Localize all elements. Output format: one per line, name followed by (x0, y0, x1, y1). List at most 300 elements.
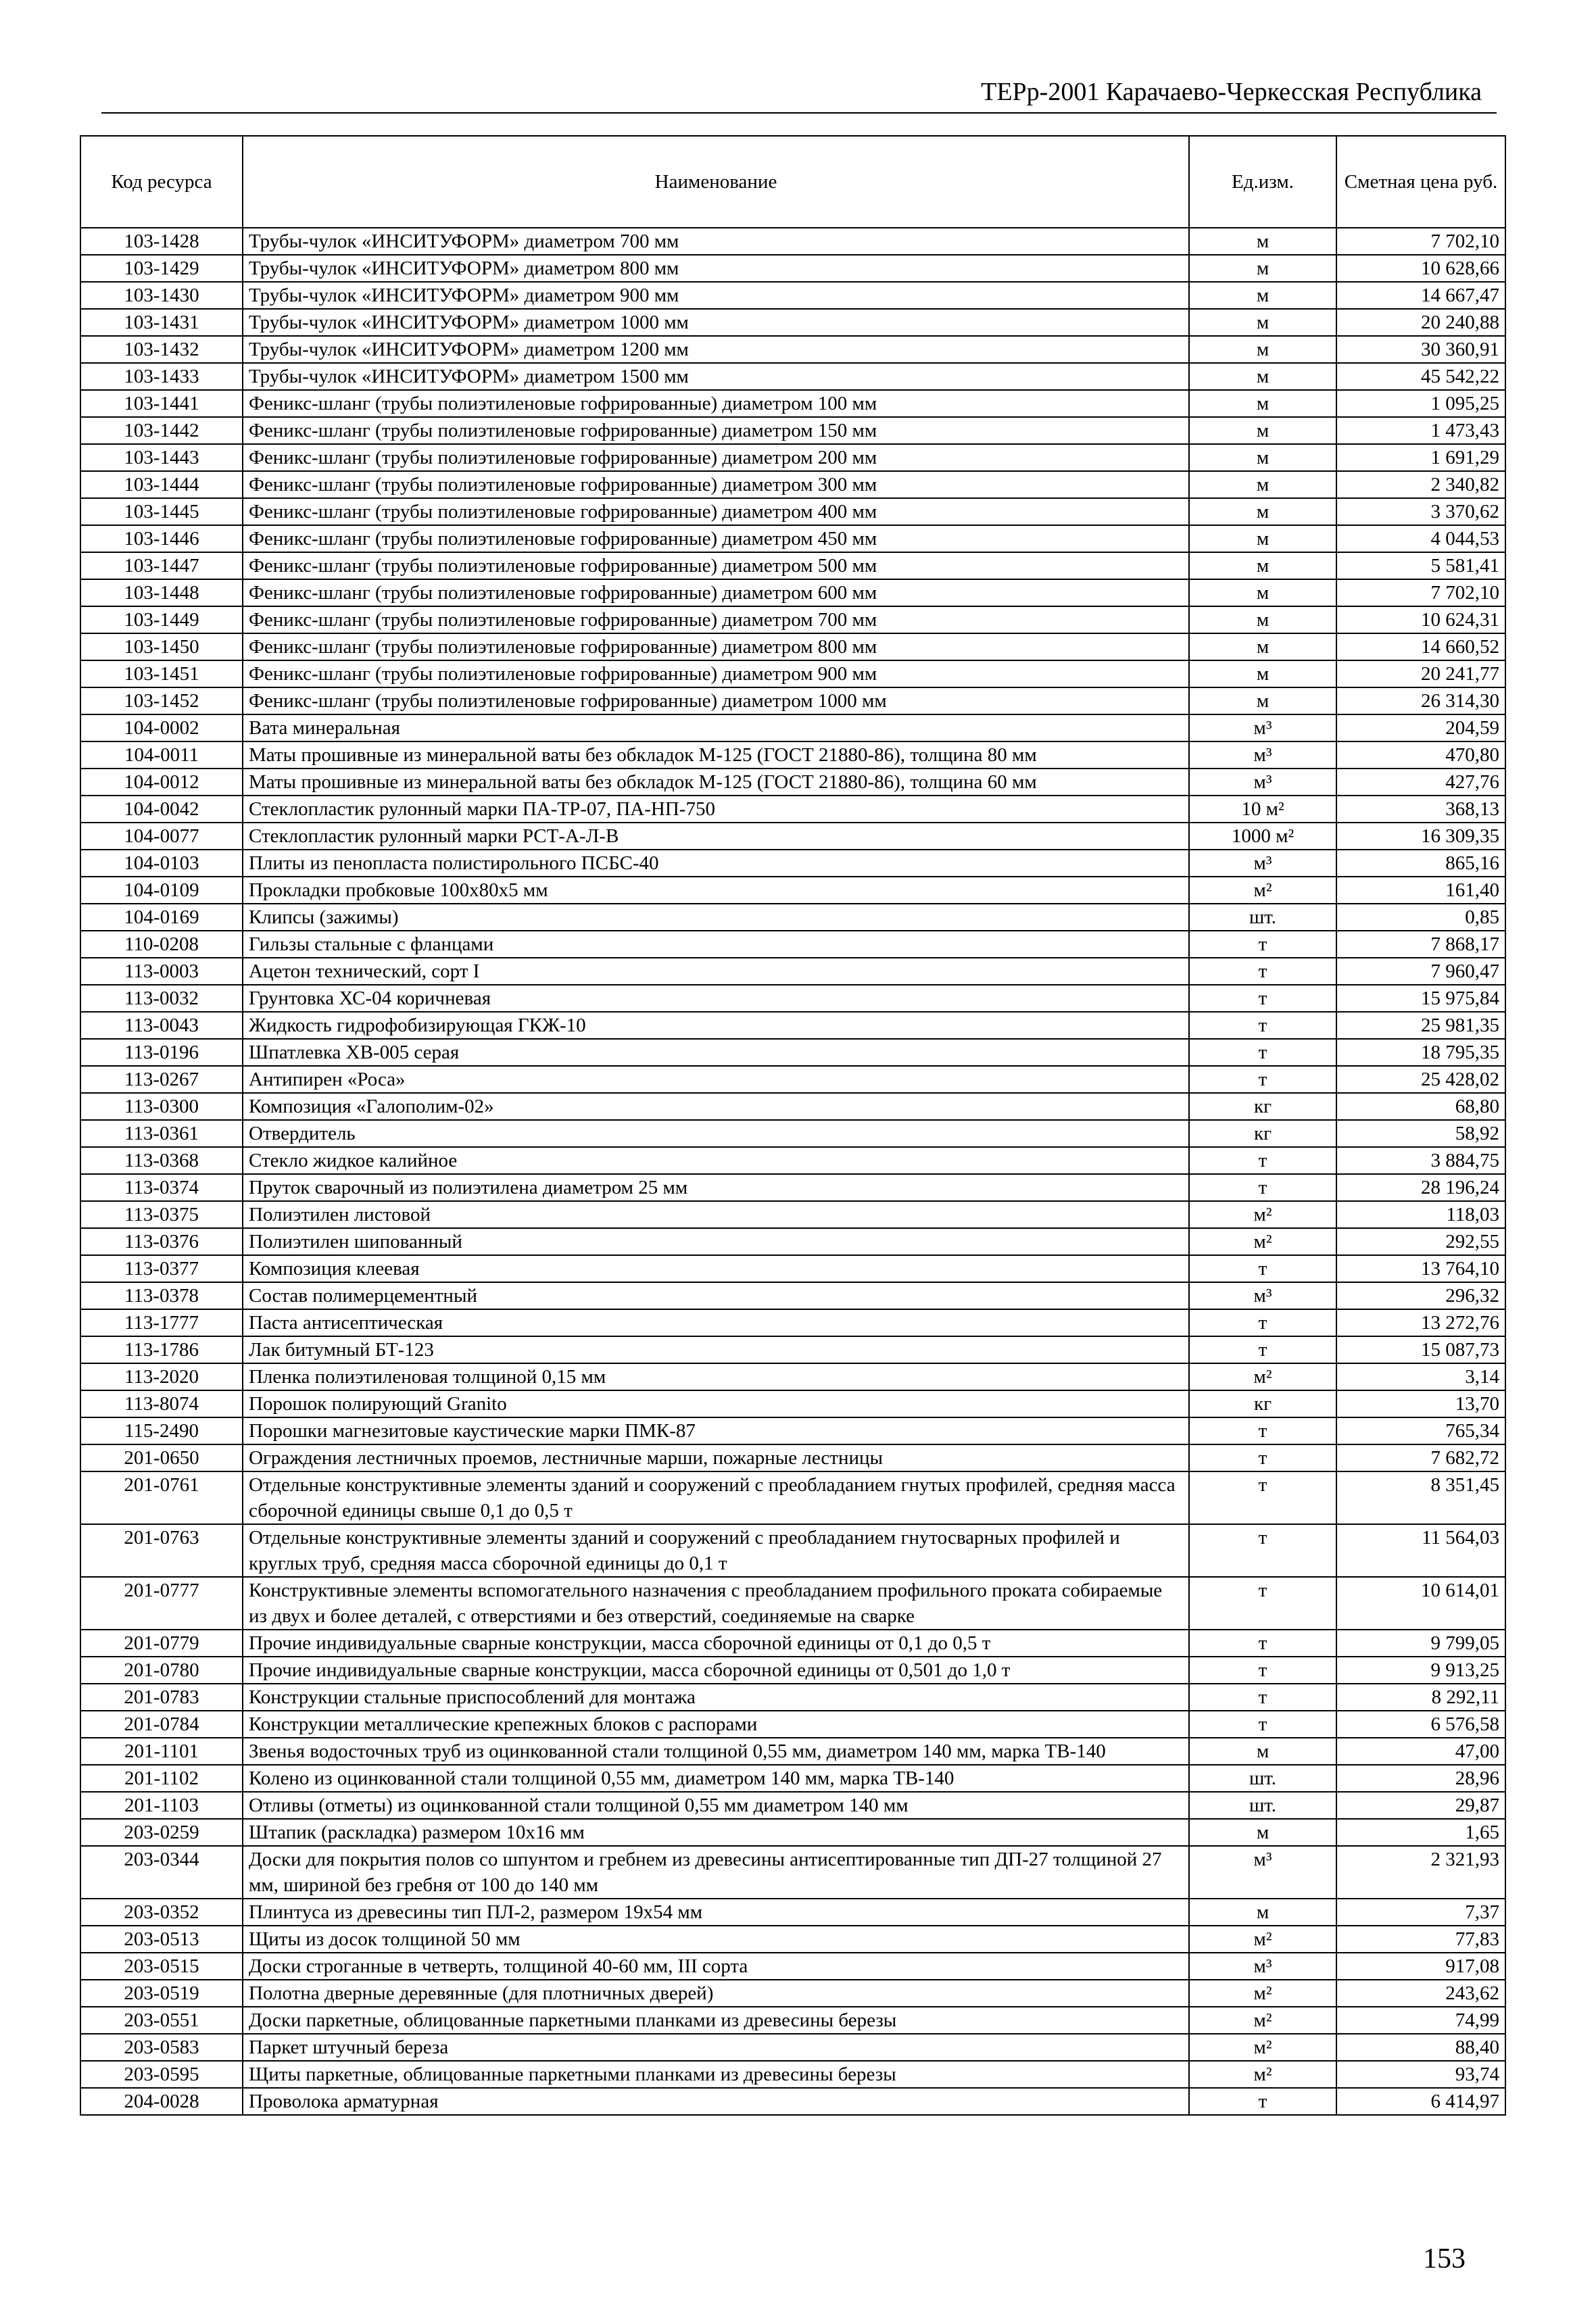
unit-cell: т (1189, 1012, 1336, 1039)
price-cell: 1 473,43 (1336, 417, 1505, 444)
resource-code-cell: 113-0376 (80, 1228, 243, 1255)
table-row (80, 1819, 1505, 1846)
table-row (80, 1899, 1505, 1926)
resource-code-cell: 103-1451 (80, 660, 243, 687)
page-number: 153 (1423, 2243, 1466, 2274)
unit-cell: м³ (1189, 1282, 1336, 1309)
resource-name-cell: Порошки магнезитовые каустические марки ПМК-87 (243, 1417, 1189, 1444)
resource-code-cell: 203-0513 (80, 1926, 243, 1953)
resource-code-cell: 201-0763 (80, 1524, 243, 1577)
table-row (80, 525, 1505, 552)
column-header-name: Наименование (243, 136, 1189, 228)
table-row (80, 2088, 1505, 2115)
resource-code-cell: 103-1448 (80, 579, 243, 606)
resource-code-cell: 113-0368 (80, 1147, 243, 1174)
resource-code-cell: 113-0300 (80, 1093, 243, 1120)
resource-code-cell: 203-0595 (80, 2061, 243, 2088)
resource-code-cell: 201-0780 (80, 1657, 243, 1684)
resource-name-cell: Состав полимерцементный (243, 1282, 1189, 1309)
table-row (80, 1309, 1505, 1336)
price-cell: 368,13 (1336, 796, 1505, 823)
unit-cell: 1000 м² (1189, 823, 1336, 850)
resource-name-cell: Клипсы (зажимы) (243, 904, 1189, 931)
resource-name-cell: Трубы-чулок «ИНСИТУФОРМ» диаметром 700 мм (243, 228, 1189, 255)
resource-code-cell: 203-0515 (80, 1953, 243, 1980)
resource-name-cell: Трубы-чулок «ИНСИТУФОРМ» диаметром 1200 мм (243, 336, 1189, 363)
resource-name-cell: Трубы-чулок «ИНСИТУФОРМ» диаметром 1000 мм (243, 309, 1189, 336)
resource-code-cell: 103-1428 (80, 228, 243, 255)
resource-name-cell: Отдельные конструктивные элементы зданий и сооружений с преобладанием гнутосварных профилей и круглых труб, средняя масса сборочной единицы до 0,1 т (243, 1524, 1189, 1577)
resource-code-cell: 201-0783 (80, 1684, 243, 1711)
running-header (101, 74, 1497, 114)
resource-code-cell: 104-0002 (80, 714, 243, 741)
unit-cell: м (1189, 660, 1336, 687)
table-row (80, 1524, 1505, 1577)
resource-code-cell: 204-0028 (80, 2088, 243, 2115)
table-row (80, 1980, 1505, 2007)
unit-cell: т (1189, 1471, 1336, 1524)
price-cell: 4 044,53 (1336, 525, 1505, 552)
resource-code-cell: 110-0208 (80, 931, 243, 958)
price-cell: 77,83 (1336, 1926, 1505, 1953)
price-cell: 47,00 (1336, 1738, 1505, 1765)
unit-cell: т (1189, 1657, 1336, 1684)
table-row (80, 1174, 1505, 1201)
resource-code-cell: 113-2020 (80, 1363, 243, 1390)
unit-cell: т (1189, 1524, 1336, 1577)
unit-cell: м² (1189, 2034, 1336, 2061)
resource-name-cell: Маты прошивные из минеральной ваты без обкладок М-125 (ГОСТ 21880-86), толщина 80 мм (243, 741, 1189, 769)
table-row (80, 877, 1505, 904)
resource-name-cell: Антипирен «Роса» (243, 1066, 1189, 1093)
price-cell: 3,14 (1336, 1363, 1505, 1390)
unit-cell: м³ (1189, 769, 1336, 796)
table-row (80, 660, 1505, 687)
resource-name-cell: Конструкции стальные приспособлений для монтажа (243, 1684, 1189, 1711)
price-cell: 1 095,25 (1336, 390, 1505, 417)
table-row (80, 1953, 1505, 1980)
resource-name-cell: Прочие индивидуальные сварные конструкции, масса сборочной единицы от 0,1 до 0,5 т (243, 1630, 1189, 1657)
price-cell: 1,65 (1336, 1819, 1505, 1846)
price-cell: 10 614,01 (1336, 1577, 1505, 1630)
price-cell: 7 960,47 (1336, 958, 1505, 985)
resource-code-cell: 103-1429 (80, 255, 243, 282)
resource-code-cell: 103-1446 (80, 525, 243, 552)
table-row (80, 1926, 1505, 1953)
unit-cell: м (1189, 363, 1336, 390)
resource-name-cell: Феникс-шланг (трубы полиэтиленовые гофрированные) диаметром 150 мм (243, 417, 1189, 444)
resource-code-cell: 201-0784 (80, 1711, 243, 1738)
resource-name-cell: Штапик (раскладка) размером 10х16 мм (243, 1819, 1189, 1846)
price-cell: 30 360,91 (1336, 336, 1505, 363)
price-cell: 3 370,62 (1336, 498, 1505, 525)
table-row (80, 931, 1505, 958)
resource-code-cell: 113-0377 (80, 1255, 243, 1282)
price-cell: 470,80 (1336, 741, 1505, 769)
resource-code-cell: 113-0003 (80, 958, 243, 985)
resource-code-cell: 103-1432 (80, 336, 243, 363)
resource-code-cell: 103-1449 (80, 606, 243, 633)
unit-cell: м (1189, 1738, 1336, 1765)
resource-name-cell: Плинтуса из древесины тип ПЛ-2, размером 19х54 мм (243, 1899, 1189, 1926)
unit-cell: м³ (1189, 1846, 1336, 1899)
resource-name-cell: Отдельные конструктивные элементы зданий и сооружений с преобладанием гнутых профилей, средняя масса сборочной единицы свыше 0,1 до 0,5 т (243, 1471, 1189, 1524)
price-cell: 14 667,47 (1336, 282, 1505, 309)
unit-cell: м (1189, 579, 1336, 606)
unit-cell: шт. (1189, 1792, 1336, 1819)
table-row (80, 255, 1505, 282)
unit-cell: м² (1189, 1980, 1336, 2007)
price-cell: 26 314,30 (1336, 687, 1505, 714)
resource-code-cell: 103-1431 (80, 309, 243, 336)
resource-name-cell: Трубы-чулок «ИНСИТУФОРМ» диаметром 1500 мм (243, 363, 1189, 390)
table-row (80, 1336, 1505, 1363)
price-cell: 15 087,73 (1336, 1336, 1505, 1363)
table-row (80, 282, 1505, 309)
table-row (80, 1846, 1505, 1899)
table-header-row (80, 136, 1505, 228)
resource-name-cell: Паста антисептическая (243, 1309, 1189, 1336)
table-row (80, 1390, 1505, 1417)
table-row (80, 1066, 1505, 1093)
price-cell: 161,40 (1336, 877, 1505, 904)
table-row (80, 1711, 1505, 1738)
price-cell: 7 702,10 (1336, 228, 1505, 255)
resource-name-cell: Отвердитель (243, 1120, 1189, 1147)
table-row (80, 336, 1505, 363)
resource-name-cell: Лак битумный БТ-123 (243, 1336, 1189, 1363)
table-row (80, 958, 1505, 985)
resource-code-cell: 201-0779 (80, 1630, 243, 1657)
table-row (80, 579, 1505, 606)
price-cell: 25 981,35 (1336, 1012, 1505, 1039)
table-row (80, 1201, 1505, 1228)
unit-cell: т (1189, 1174, 1336, 1201)
price-cell: 292,55 (1336, 1228, 1505, 1255)
unit-cell: м (1189, 498, 1336, 525)
table-row (80, 904, 1505, 931)
table-row (80, 471, 1505, 498)
resource-name-cell: Проволока арматурная (243, 2088, 1189, 2115)
resource-name-cell: Доски паркетные, облицованные паркетными планками из древесины березы (243, 2007, 1189, 2034)
table-row (80, 985, 1505, 1012)
resource-code-cell: 201-0650 (80, 1444, 243, 1471)
resource-name-cell: Феникс-шланг (трубы полиэтиленовые гофрированные) диаметром 600 мм (243, 579, 1189, 606)
table-row (80, 1012, 1505, 1039)
resource-name-cell: Пленка полиэтиленовая толщиной 0,15 мм (243, 1363, 1189, 1390)
unit-cell: т (1189, 985, 1336, 1012)
unit-cell: м (1189, 687, 1336, 714)
resource-name-cell: Гильзы стальные с фланцами (243, 931, 1189, 958)
resource-name-cell: Феникс-шланг (трубы полиэтиленовые гофрированные) диаметром 450 мм (243, 525, 1189, 552)
unit-cell: м (1189, 444, 1336, 471)
column-header-unit: Ед.изм. (1189, 136, 1336, 228)
unit-cell: т (1189, 1711, 1336, 1738)
resource-code-cell: 103-1430 (80, 282, 243, 309)
price-cell: 865,16 (1336, 850, 1505, 877)
unit-cell: т (1189, 1039, 1336, 1066)
table-row (80, 1738, 1505, 1765)
column-header-code: Код ресурса (80, 136, 243, 228)
table-row (80, 850, 1505, 877)
resource-code-cell: 103-1452 (80, 687, 243, 714)
price-cell: 88,40 (1336, 2034, 1505, 2061)
table-row (80, 796, 1505, 823)
table-row (80, 1093, 1505, 1120)
resource-name-cell: Композиция клеевая (243, 1255, 1189, 1282)
resource-name-cell: Прокладки пробковые 100х80х5 мм (243, 877, 1189, 904)
unit-cell: м (1189, 417, 1336, 444)
price-cell: 1 691,29 (1336, 444, 1505, 471)
resource-price-table (80, 135, 1506, 2116)
resource-code-cell: 113-0378 (80, 1282, 243, 1309)
table-row (80, 2007, 1505, 2034)
table-body (80, 228, 1505, 2115)
resource-name-cell: Феникс-шланг (трубы полиэтиленовые гофрированные) диаметром 400 мм (243, 498, 1189, 525)
table-row (80, 1684, 1505, 1711)
unit-cell: м³ (1189, 850, 1336, 877)
resource-name-cell: Доски для покрытия полов со шпунтом и гребнем из древесины антисептированные тип ДП-27 толщиной 27 мм, шириной без гребня от 100 до 140 мм (243, 1846, 1189, 1899)
resource-code-cell: 113-0032 (80, 985, 243, 1012)
resource-code-cell: 113-0196 (80, 1039, 243, 1066)
price-cell: 765,34 (1336, 1417, 1505, 1444)
resource-name-cell: Феникс-шланг (трубы полиэтиленовые гофрированные) диаметром 700 мм (243, 606, 1189, 633)
table-row (80, 1471, 1505, 1524)
resource-code-cell: 104-0077 (80, 823, 243, 850)
price-cell: 6 414,97 (1336, 2088, 1505, 2115)
price-cell: 68,80 (1336, 1093, 1505, 1120)
resource-code-cell: 104-0169 (80, 904, 243, 931)
resource-name-cell: Феникс-шланг (трубы полиэтиленовые гофрированные) диаметром 200 мм (243, 444, 1189, 471)
price-cell: 28 196,24 (1336, 1174, 1505, 1201)
resource-code-cell: 201-1101 (80, 1738, 243, 1765)
table-row (80, 1147, 1505, 1174)
price-cell: 20 241,77 (1336, 660, 1505, 687)
resource-name-cell: Щиты из досок толщиной 50 мм (243, 1926, 1189, 1953)
unit-cell: м (1189, 228, 1336, 255)
unit-cell: м³ (1189, 714, 1336, 741)
unit-cell: т (1189, 1255, 1336, 1282)
price-cell: 93,74 (1336, 2061, 1505, 2088)
table-row (80, 687, 1505, 714)
price-cell: 6 576,58 (1336, 1711, 1505, 1738)
price-cell: 13,70 (1336, 1390, 1505, 1417)
unit-cell: кг (1189, 1093, 1336, 1120)
unit-cell: м (1189, 552, 1336, 579)
resource-name-cell: Колено из оцинкованной стали толщиной 0,55 мм, диаметром 140 мм, марка ТВ-140 (243, 1765, 1189, 1792)
table-row (80, 444, 1505, 471)
resource-code-cell: 104-0103 (80, 850, 243, 877)
unit-cell: м² (1189, 877, 1336, 904)
unit-cell: м (1189, 336, 1336, 363)
price-cell: 204,59 (1336, 714, 1505, 741)
resource-code-cell: 113-1777 (80, 1309, 243, 1336)
resource-name-cell: Композиция «Галополим-02» (243, 1093, 1189, 1120)
price-cell: 118,03 (1336, 1201, 1505, 1228)
table-row (80, 498, 1505, 525)
resource-name-cell: Феникс-шланг (трубы полиэтиленовые гофрированные) диаметром 800 мм (243, 633, 1189, 660)
resource-code-cell: 113-8074 (80, 1390, 243, 1417)
price-cell: 28,96 (1336, 1765, 1505, 1792)
resource-name-cell: Полотна дверные деревянные (для плотничных дверей) (243, 1980, 1189, 2007)
resource-name-cell: Ограждения лестничных проемов, лестничные марши, пожарные лестницы (243, 1444, 1189, 1471)
price-cell: 427,76 (1336, 769, 1505, 796)
price-cell: 7 868,17 (1336, 931, 1505, 958)
table-row (80, 741, 1505, 769)
resource-code-cell: 103-1445 (80, 498, 243, 525)
unit-cell: т (1189, 1577, 1336, 1630)
resource-name-cell: Ацетон технический, сорт I (243, 958, 1189, 985)
resource-code-cell: 103-1443 (80, 444, 243, 471)
price-cell: 16 309,35 (1336, 823, 1505, 850)
resource-name-cell: Конструктивные элементы вспомогательного назначения с преобладанием профильного проката собираемые из двух и более деталей, с отверстиями и без отверстий, соединяемые на сварке (243, 1577, 1189, 1630)
unit-cell: м² (1189, 1228, 1336, 1255)
resource-name-cell: Конструкции металлические крепежных блоков с распорами (243, 1711, 1189, 1738)
resource-name-cell: Трубы-чулок «ИНСИТУФОРМ» диаметром 800 мм (243, 255, 1189, 282)
resource-name-cell: Феникс-шланг (трубы полиэтиленовые гофрированные) диаметром 100 мм (243, 390, 1189, 417)
price-cell: 25 428,02 (1336, 1066, 1505, 1093)
table-row (80, 1630, 1505, 1657)
price-cell: 74,99 (1336, 2007, 1505, 2034)
resource-code-cell: 103-1433 (80, 363, 243, 390)
resource-code-cell: 113-1786 (80, 1336, 243, 1363)
resource-code-cell: 113-0043 (80, 1012, 243, 1039)
price-cell: 0,85 (1336, 904, 1505, 931)
unit-cell: 10 м² (1189, 796, 1336, 823)
resource-name-cell: Стеклопластик рулонный марки ПА-ТР-07, ПА-НП-750 (243, 796, 1189, 823)
price-cell: 296,32 (1336, 1282, 1505, 1309)
price-cell: 10 624,31 (1336, 606, 1505, 633)
price-cell: 2 321,93 (1336, 1846, 1505, 1899)
resource-code-cell: 103-1442 (80, 417, 243, 444)
resource-code-cell: 203-0551 (80, 2007, 243, 2034)
price-cell: 11 564,03 (1336, 1524, 1505, 1577)
unit-cell: м (1189, 282, 1336, 309)
unit-cell: т (1189, 1444, 1336, 1471)
unit-cell: т (1189, 931, 1336, 958)
resource-code-cell: 104-0109 (80, 877, 243, 904)
unit-cell: м² (1189, 1201, 1336, 1228)
unit-cell: м (1189, 471, 1336, 498)
unit-cell: т (1189, 1147, 1336, 1174)
price-cell: 2 340,82 (1336, 471, 1505, 498)
resource-name-cell: Паркет штучный береза (243, 2034, 1189, 2061)
unit-cell: т (1189, 1309, 1336, 1336)
price-cell: 3 884,75 (1336, 1147, 1505, 1174)
resource-code-cell: 201-0761 (80, 1471, 243, 1524)
price-cell: 13 272,76 (1336, 1309, 1505, 1336)
unit-cell: м³ (1189, 1953, 1336, 1980)
price-cell: 13 764,10 (1336, 1255, 1505, 1282)
unit-cell: м (1189, 255, 1336, 282)
table-row (80, 633, 1505, 660)
resource-code-cell: 104-0011 (80, 741, 243, 769)
unit-cell: м² (1189, 1363, 1336, 1390)
table-row (80, 228, 1505, 255)
resource-code-cell: 201-1102 (80, 1765, 243, 1792)
resource-code-cell: 103-1444 (80, 471, 243, 498)
resource-code-cell: 104-0012 (80, 769, 243, 796)
price-cell: 18 795,35 (1336, 1039, 1505, 1066)
resource-name-cell: Порошок полирующий Granito (243, 1390, 1189, 1417)
unit-cell: м (1189, 390, 1336, 417)
table-row (80, 2061, 1505, 2088)
table-row (80, 1282, 1505, 1309)
price-cell: 7 682,72 (1336, 1444, 1505, 1471)
table-row (80, 1417, 1505, 1444)
price-cell: 20 240,88 (1336, 309, 1505, 336)
resource-name-cell: Феникс-шланг (трубы полиэтиленовые гофрированные) диаметром 1000 мм (243, 687, 1189, 714)
unit-cell: м² (1189, 2007, 1336, 2034)
unit-cell: м (1189, 309, 1336, 336)
resource-name-cell: Стекло жидкое калийное (243, 1147, 1189, 1174)
resource-name-cell: Отливы (отметы) из оцинкованной стали толщиной 0,55 мм диаметром 140 мм (243, 1792, 1189, 1819)
resource-name-cell: Маты прошивные из минеральной ваты без обкладок М-125 (ГОСТ 21880-86), толщина 60 мм (243, 769, 1189, 796)
table-row (80, 417, 1505, 444)
table-row (80, 1792, 1505, 1819)
column-header-price: Сметная цена руб. (1336, 136, 1505, 228)
resource-name-cell: Феникс-шланг (трубы полиэтиленовые гофрированные) диаметром 900 мм (243, 660, 1189, 687)
resource-code-cell: 203-0344 (80, 1846, 243, 1899)
price-cell: 29,87 (1336, 1792, 1505, 1819)
unit-cell: т (1189, 958, 1336, 985)
resource-name-cell: Грунтовка ХС-04 коричневая (243, 985, 1189, 1012)
resource-code-cell: 104-0042 (80, 796, 243, 823)
resource-code-cell: 103-1450 (80, 633, 243, 660)
unit-cell: м² (1189, 2061, 1336, 2088)
unit-cell: шт. (1189, 904, 1336, 931)
resource-code-cell: 201-1103 (80, 1792, 243, 1819)
unit-cell: м (1189, 1819, 1336, 1846)
price-cell: 8 351,45 (1336, 1471, 1505, 1524)
unit-cell: шт. (1189, 1765, 1336, 1792)
resource-name-cell: Трубы-чулок «ИНСИТУФОРМ» диаметром 900 мм (243, 282, 1189, 309)
table-row (80, 1228, 1505, 1255)
resource-name-cell: Доски строганные в четверть, толщиной 40-60 мм, III сорта (243, 1953, 1189, 1980)
resource-code-cell: 113-0374 (80, 1174, 243, 1201)
table-row (80, 309, 1505, 336)
price-cell: 243,62 (1336, 1980, 1505, 2007)
price-cell: 15 975,84 (1336, 985, 1505, 1012)
resource-code-cell: 113-0361 (80, 1120, 243, 1147)
resource-code-cell: 113-0267 (80, 1066, 243, 1093)
unit-cell: т (1189, 1336, 1336, 1363)
unit-cell: кг (1189, 1390, 1336, 1417)
price-cell: 917,08 (1336, 1953, 1505, 1980)
resource-name-cell: Феникс-шланг (трубы полиэтиленовые гофрированные) диаметром 300 мм (243, 471, 1189, 498)
resource-name-cell: Полиэтилен листовой (243, 1201, 1189, 1228)
unit-cell: м (1189, 525, 1336, 552)
price-cell: 7 702,10 (1336, 579, 1505, 606)
unit-cell: м (1189, 1899, 1336, 1926)
resource-name-cell: Шпатлевка ХВ-005 серая (243, 1039, 1189, 1066)
table-row (80, 714, 1505, 741)
table-row (80, 1363, 1505, 1390)
table-row (80, 823, 1505, 850)
resource-name-cell: Прочие индивидуальные сварные конструкции, масса сборочной единицы от 0,501 до 1,0 т (243, 1657, 1189, 1684)
table-row (80, 2034, 1505, 2061)
resource-code-cell: 103-1447 (80, 552, 243, 579)
price-cell: 58,92 (1336, 1120, 1505, 1147)
resource-name-cell: Полиэтилен шипованный (243, 1228, 1189, 1255)
resource-code-cell: 201-0777 (80, 1577, 243, 1630)
table-row (80, 1255, 1505, 1282)
price-cell: 14 660,52 (1336, 633, 1505, 660)
table-row (80, 1657, 1505, 1684)
resource-code-cell: 103-1441 (80, 390, 243, 417)
unit-cell: т (1189, 1066, 1336, 1093)
price-cell: 8 292,11 (1336, 1684, 1505, 1711)
